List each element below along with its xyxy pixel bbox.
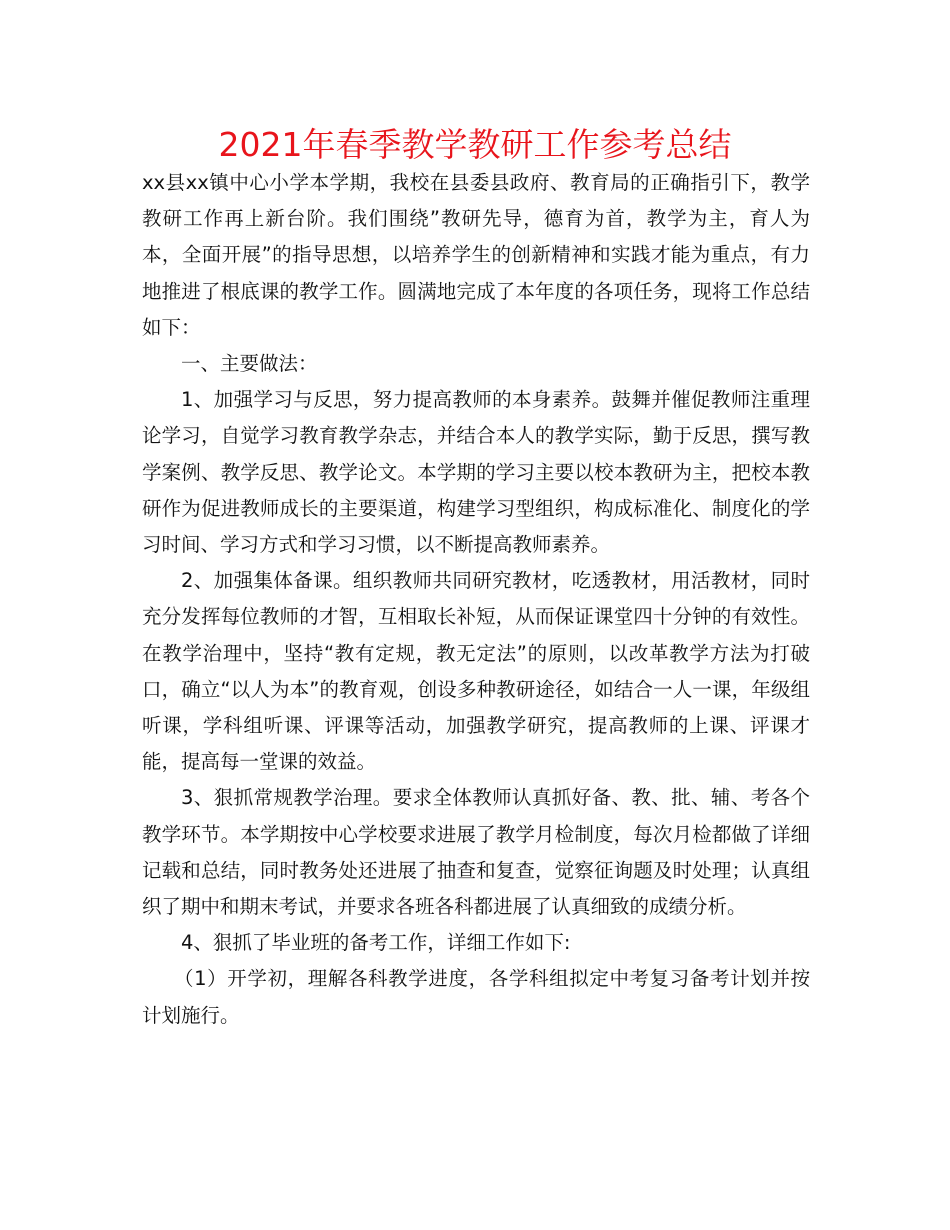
document-title: 2021年春季教学教研工作参考总结 bbox=[218, 125, 732, 164]
section-heading-main-practices: 一、主要做法： bbox=[181, 352, 318, 376]
paragraph-item-3: 3、狠抓常规教学治理。要求全体教师认真抓好备、教、批、辅、考各个教学环节。本学期按中心学校要求进展了教学月检制度，每次月检都做了详细记载和总结，同时教务处还进展了抽查和复查，觉察征询题及时处理；认真组织了期中和期末考试，并要求各班各科都进展了认真细致的成绩分析。 bbox=[142, 786, 810, 919]
paragraph-item-4: 4、狠抓了毕业班的备考工作，详细工作如下: bbox=[181, 931, 571, 955]
intro-paragraph: xx县xx镇中心小学本学期，我校在县委县政府、教育局的正确指引下，教学教研工作再上新台阶。我们围绕”教研先导，德育为首，教学为主，育人为本，全面开展”的指导思想，以培养学生的创新精神和实践才能为重点，有力地推进了根底课的教学工作。圆满地完成了本年度的各项任务，现将工作总结如下： bbox=[142, 171, 810, 339]
paragraph-item-2: 2、加强集体备课。组织教师共同研究教材，吃透教材，用活教材，同时充分发挥每位教师的才智，互相取长补短，从而保证课堂四十分钟的有效性。在教学治理中，坚持“教有定规，教无定法”的原则，以改革教学方法为打破口，确立“以人为本”的教育观，创设多种教研途径，如结合一人一课，年级组听课，学科组听课、评课等活动，加强教学研究，提高教师的上课、评课才能，提高每一堂课的效益。 bbox=[142, 569, 810, 774]
paragraph-item-1: 1、加强学习与反思，努力提高教师的本身素养。鼓舞并催促教师注重理论学习，自觉学习教育教学杂志，并结合本人的教学实际，勤于反思，撰写教学案例、教学反思、教学论文。本学期的学习主要以校本教研为主，把校本教研作为促进教师成长的主要渠道，构建学习型组织，构成标准化、制度化的学习时间、学习方式和学习习惯，以不断提高教师素养。 bbox=[142, 388, 810, 557]
document-body bbox=[142, 165, 810, 1034]
paragraph-subitem-1: （1）开学初，理解各科教学进度，各学科组拟定中考复习备考计划并按计划施行。 bbox=[142, 967, 810, 1027]
